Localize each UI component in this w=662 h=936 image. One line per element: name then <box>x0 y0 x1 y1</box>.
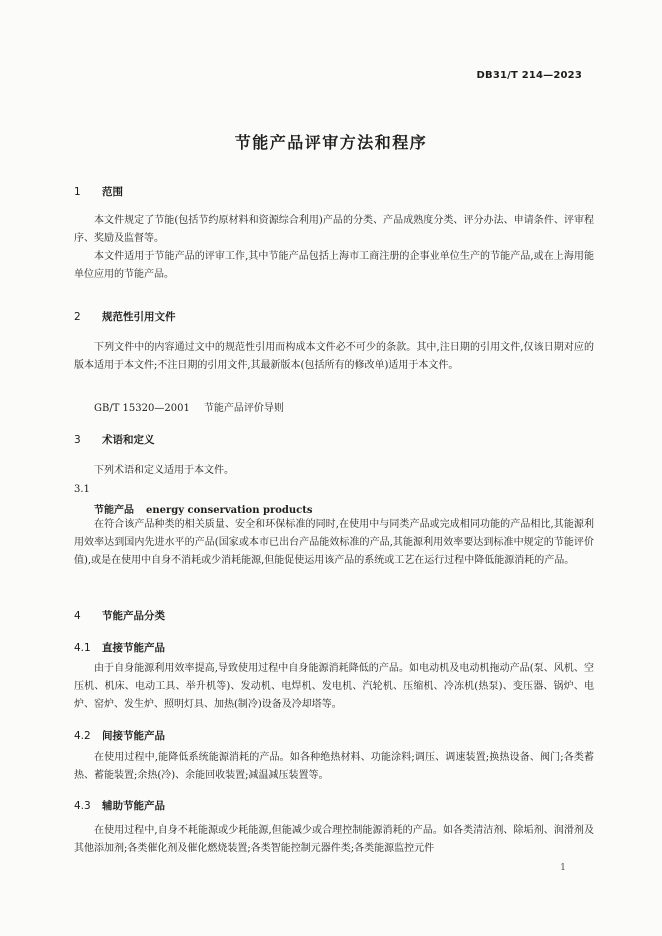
subsection-4-3-heading <box>74 798 165 813</box>
section-number: 2 <box>74 311 81 323</box>
section-title: 节能产品分类 <box>102 610 165 622</box>
section-1-heading <box>74 184 123 199</box>
subsection-4-2-heading <box>74 728 165 743</box>
term-heading <box>94 501 313 516</box>
section-title: 规范性引用文件 <box>102 311 176 323</box>
subsection-number: 4.2 <box>74 730 91 742</box>
term-definition: 在符合该产品种类的相关质量、安全和环保标准的同时,在使用中与同类产品或完成相同功能的产品相比,其能源利用效率达到国内先进水平的产品(国家或本市已出台产品能效标准的产品,其能源利用效率要达到标准中规定的节能评价值),或是在使用中自身不消耗或少消耗能源,但能促使运用该产品的系统或工艺在运行过程中降低能源消耗的产品。 <box>74 519 594 566</box>
section-4-heading <box>74 608 165 623</box>
section-title: 范围 <box>102 186 123 198</box>
section-1-para-2: 本文件适用于节能产品的评审工作,其中节能产品包括上海市工商注册的企事业单位生产的节能产品,或在上海用能单位应用的节能产品。 <box>74 251 594 280</box>
section-2-heading <box>74 309 176 324</box>
subsection-number: 4.3 <box>74 800 91 812</box>
section-1-para-1: 本文件规定了节能(包括节约原材料和资源综合利用)产品的分类、产品成熟度分类、评分办法、申请条件、评审程序、奖励及监督等。 <box>74 215 594 244</box>
section-3-heading <box>74 432 155 447</box>
section-2-para: 下列文件中的内容通过文中的规范性引用而构成本文件必不可少的条款。其中,注日期的引用文件,仅该日期对应的版本适用于本文件;不注日期的引用文件,其最新版本(包括所有的修改单)适用于本文件。 <box>74 342 594 371</box>
reference-code: GB/T 15320—2001 <box>94 403 190 414</box>
subsection-4-1-heading <box>74 640 165 655</box>
section-number: 4 <box>74 610 81 622</box>
standard-number: DB31/T 214—2023 <box>476 70 582 81</box>
subsection-4-1-para: 由于自身能源利用效率提高,导致使用过程中自身能源消耗降低的产品。如电动机及电动机拖动产品(泵、风机、空压机、机床、电动工具、举升机等)、发动机、电焊机、发电机、汽轮机、压缩机、冷冻机(热泵)、变压器、锅炉、电炉、窑炉、发生炉、照明灯具、加热(制冷)设备及冷却塔等。 <box>74 663 594 710</box>
subsection-4-3-para: 在使用过程中,自身不耗能源或少耗能源,但能减少或合理控制能源消耗的产品。如各类清洁剂、除垢剂、润滑剂及其他添加剂;各类催化剂及催化燃烧装置;各类智能控制元器件类;各类能源监控元件 <box>74 825 594 854</box>
term-number: 3.1 <box>74 484 90 495</box>
section-3-intro: 下列术语和定义适用于本文件。 <box>94 465 234 476</box>
page-number: 1 <box>559 862 566 873</box>
section-title: 术语和定义 <box>102 434 155 446</box>
subsection-number: 4.1 <box>74 642 91 654</box>
subsection-title: 直接节能产品 <box>102 642 165 654</box>
section-number: 3 <box>74 434 81 446</box>
reference-title: 节能产品评价导则 <box>203 403 284 414</box>
subsection-title: 辅助节能产品 <box>102 800 165 812</box>
subsection-4-2-para: 在使用过程中,能降低系统能源消耗的产品。如各种绝热材料、功能涂料;调压、调速装置;换热设备、阀门;各类蓄热、蓄能装置;余热(冷)、余能回收装置;减温减压装置等。 <box>74 752 594 781</box>
term-chinese: 节能产品 <box>94 505 134 516</box>
term-english: energy conservation products <box>146 505 313 516</box>
normative-reference <box>94 399 298 414</box>
section-number: 1 <box>74 186 81 198</box>
subsection-title: 间接节能产品 <box>102 730 165 742</box>
document-title: 节能产品评审方法和程序 <box>234 133 428 152</box>
